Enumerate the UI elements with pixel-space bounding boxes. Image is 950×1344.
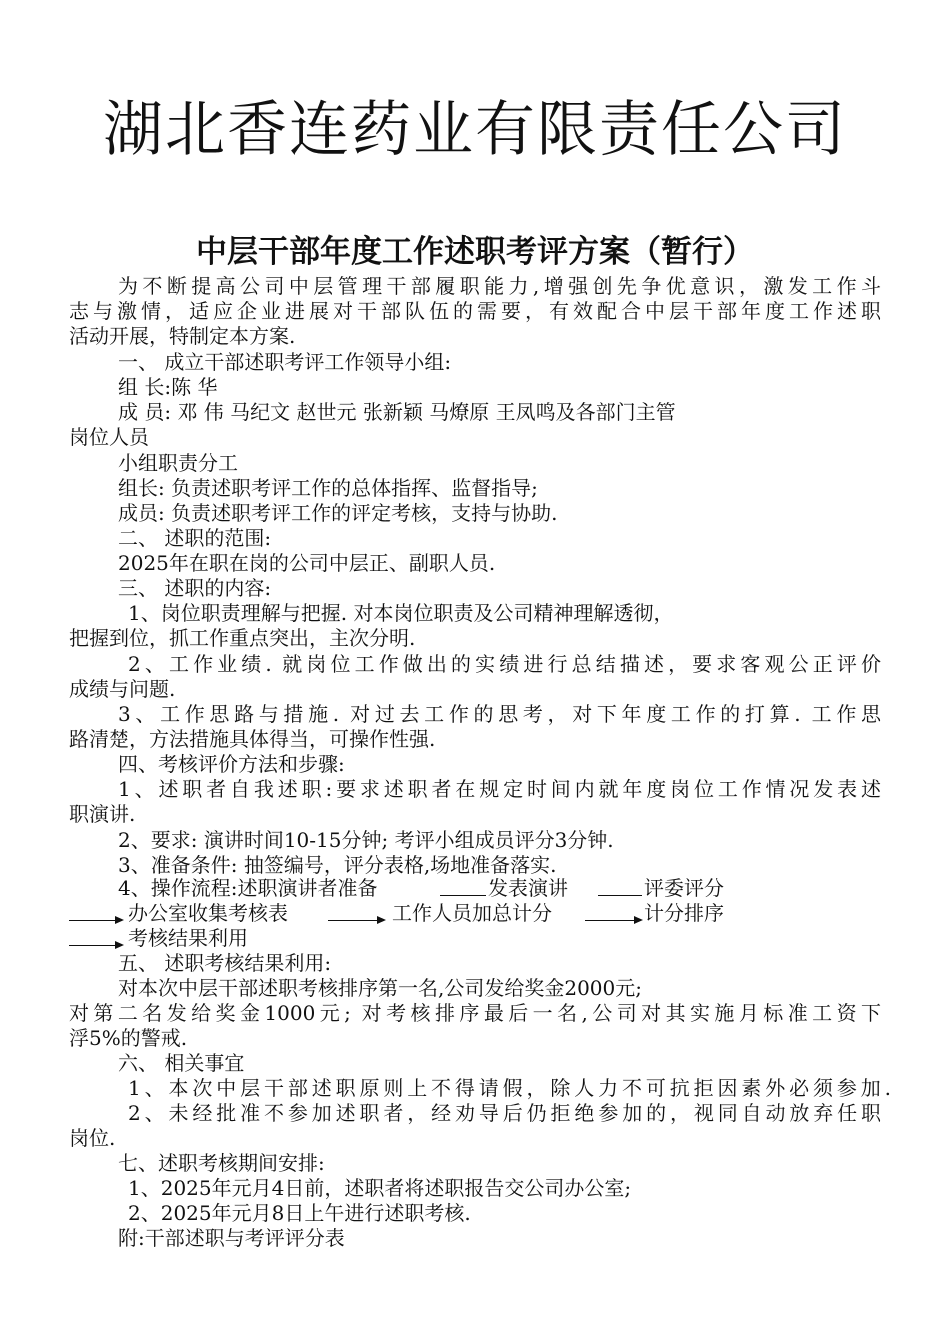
- section-6-item-1: 1、本次中层干部述职原则上不得请假，除人力不可抗拒因素外必须参加.: [128, 1076, 891, 1100]
- group-leader: 组 长:陈 华: [118, 375, 218, 399]
- flow-step-total: 工作人员加总计分: [392, 901, 552, 925]
- section-2-heading: 二、 述职的范围:: [118, 526, 272, 550]
- flow-arrow-3: [585, 920, 641, 921]
- section-6-item-2-line-1: 2、未经批准不参加述职者，经劝导后仍拒绝参加的，视同自动放弃任职: [128, 1101, 881, 1125]
- document-title: 中层干部年度工作述职考评方案（暂行）: [196, 234, 754, 270]
- flow-step-ranking: 计分排序: [644, 901, 724, 925]
- section-1-heading: 一、 成立干部述职考评工作领导小组:: [118, 350, 452, 374]
- flow-step-speech: 发表演讲: [488, 876, 568, 900]
- section-7-item-2: 2、2025年元月8日上午进行述职考核.: [128, 1201, 471, 1225]
- duty-members: 成员: 负责述职考评工作的评定考核，支持与协助.: [118, 501, 558, 525]
- intro-line-3: 活动开展，特制定本方案.: [69, 324, 296, 348]
- group-members-line-1: 成 员: 邓 伟 马纪文 赵世元 张新颖 马燎原 王凤鸣及各部门主管: [118, 400, 676, 424]
- section-5-line-2: 对第二名发给奖金1000元; 对考核排序最后一名,公司对其实施月标准工资下: [69, 1001, 881, 1025]
- section-3-item-3-line-1: 3、工作思路与措施. 对过去工作的思考，对下年度工作的打算. 工作思: [118, 702, 881, 726]
- intro-line-2: 志与激情，适应企业进展对干部队伍的需要，有效配合中层干部年度工作述职: [69, 299, 881, 323]
- duty-leader: 组长: 负责述职考评工作的总体指挥、监督指导;: [118, 476, 538, 500]
- section-3-item-1-line-2: 把握到位，抓工作重点突出，主次分明.: [69, 626, 416, 650]
- section-3-item-2-line-1: 2、工作业绩. 就岗位工作做出的实绩进行总结描述，要求客观公正评价: [128, 652, 881, 676]
- flow-label: 4、操作流程:述职演讲者准备: [118, 876, 378, 900]
- section-7-item-1: 1、2025年元月4日前，述职者将述职报告交公司办公室;: [128, 1176, 632, 1200]
- flow-step-collect: 办公室收集考核表: [128, 901, 288, 925]
- section-4-heading: 四、考核评价方法和步骤:: [118, 752, 345, 776]
- section-5-line-3: 浮5%的警戒.: [69, 1026, 188, 1050]
- flow-step-scoring: 评委评分: [644, 876, 724, 900]
- section-3-item-2-line-2: 成绩与问题.: [69, 677, 176, 701]
- attachment-note: 附:干部述职与考评评分表: [118, 1226, 345, 1250]
- flow-step-use: 考核结果利用: [128, 926, 248, 950]
- flow-arrow-4: [69, 945, 122, 946]
- section-4-item-1-line-2: 职演讲.: [69, 802, 136, 826]
- section-7-heading: 七、述职考核期间安排:: [118, 1151, 325, 1175]
- section-4-item-1-line-1: 1、述职者自我述职:要求述职者在规定时间内就年度岗位工作情况发表述: [118, 777, 881, 801]
- section-4-item-3: 3、准备条件: 抽签编号，评分表格,场地准备落实.: [118, 853, 557, 877]
- section-3-item-1-line-1: 1、岗位职责理解与把握. 对本岗位职责及公司精神理解透彻，: [128, 601, 674, 625]
- flow-connector-2: [598, 895, 642, 896]
- section-3-heading: 三、 述职的内容:: [118, 576, 272, 600]
- intro-line-1: 为不断提高公司中层管理干部履职能力,增强创先争优意识，激发工作斗: [118, 274, 881, 298]
- section-4-item-2: 2、要求: 演讲时间10-15分钟; 考评小组成员评分3分钟.: [118, 828, 614, 852]
- section-6-item-2-line-2: 岗位.: [69, 1126, 116, 1150]
- flow-connector-1: [440, 895, 486, 896]
- group-members-line-2: 岗位人员: [69, 425, 149, 449]
- flow-arrow-2: [328, 920, 384, 921]
- section-3-item-3-line-2: 路清楚，方法措施具体得当，可操作性强.: [69, 727, 436, 751]
- flow-arrow-1: [69, 920, 122, 921]
- company-name: 湖北香连药业有限责任公司: [103, 95, 847, 165]
- duty-heading: 小组职责分工: [118, 451, 238, 475]
- section-6-heading: 六、 相关事宜: [118, 1051, 245, 1075]
- section-5-heading: 五、 述职考核结果利用:: [118, 951, 332, 975]
- section-5-line-1: 对本次中层干部述职考核排序第一名,公司发给奖金2000元;: [118, 976, 642, 1000]
- section-2-text: 2025年在职在岗的公司中层正、副职人员.: [118, 551, 496, 575]
